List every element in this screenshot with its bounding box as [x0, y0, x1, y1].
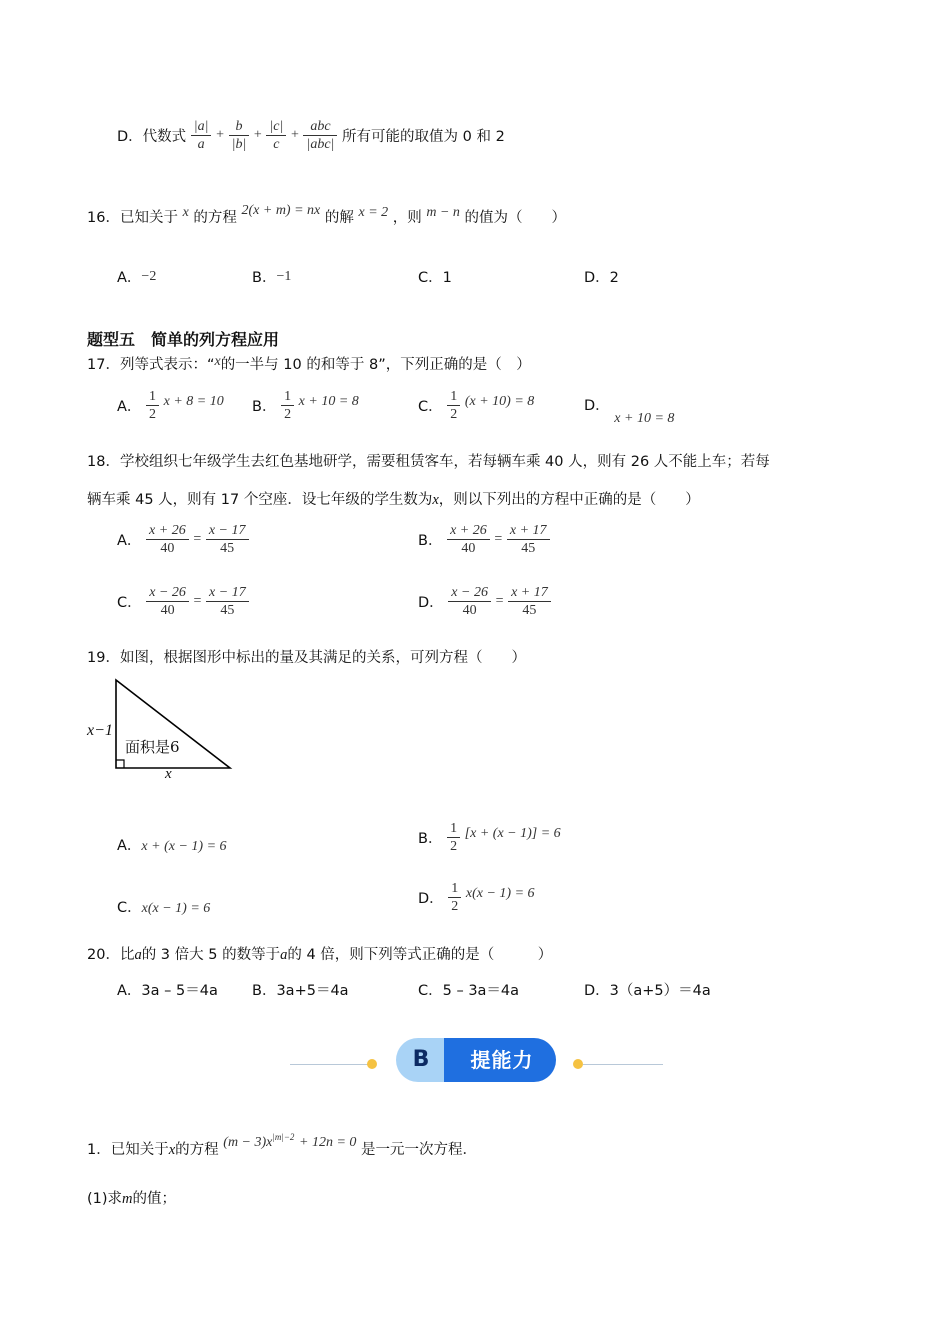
q16-text-5: 的值为（ ） [464, 210, 567, 226]
banner-letter: B [412, 1047, 430, 1072]
banner-line-left [290, 1064, 370, 1065]
plus-sign: + [290, 127, 299, 143]
plus-sign: + [253, 127, 262, 143]
q16-number: 16． [87, 210, 120, 226]
q16-text-1: 已知关于 [119, 210, 178, 226]
q16-solution: x = 2 [358, 205, 389, 220]
q19-option-d[interactable]: D． $\frac{1}{2}$ x(x − 1) = 6 [418, 881, 535, 914]
q16-option-b[interactable]: B．−1 [252, 269, 292, 286]
q15-frac-3: $\frac{|c|}{c}$ [266, 118, 286, 153]
q15-frac-2: $\frac{b}{|b|}$ [229, 118, 250, 153]
fig-base-label: x [165, 766, 172, 782]
banner-dot-left [367, 1059, 377, 1069]
q19-option-b[interactable]: B． $\frac{1}{2}$ [x + (x − 1)] = 6 [418, 821, 561, 854]
q17-stem: 17．列等式表示：“x的一半与 10 的和等于 8”，下列正确的是（ ） [87, 354, 531, 373]
p1-part-1: (1)求m的值； [87, 1191, 177, 1207]
q17-option-a[interactable]: A． $\frac{1}{2}$ x + 8 = 10 [117, 389, 224, 422]
banner-dot-right [573, 1059, 583, 1069]
q18-line-2: 辆车乘 45 人，则有 17 个空座．设七年级的学生数为x，则以下列出的方程中正确的是（ ） [87, 492, 700, 508]
q19-stem: 19．如图，根据图形中标出的量及其满足的关系，可列方程（ ） [87, 650, 526, 666]
q16-var-x: x [182, 205, 189, 220]
q18-option-b[interactable]: B． $\frac{x + 26}{40}$ = $\frac{x + 17}{45}$ [418, 522, 550, 557]
q15-option-d [117, 118, 505, 164]
q17-option-c[interactable]: C． $\frac{1}{2}$ (x + 10) = 8 [418, 389, 535, 422]
q18-option-a[interactable]: A． $\frac{x + 26}{40}$ = $\frac{x - 17}{45}$ [117, 522, 249, 557]
q20-option-c[interactable]: C．5 – 3a＝4a [418, 983, 520, 999]
q16-text-2: 的方程 [193, 210, 237, 226]
q16-option-c[interactable]: C．1 [418, 270, 452, 286]
banner-line-right [583, 1064, 663, 1065]
q16-text-3: 的解 [324, 210, 354, 226]
q17-option-d[interactable]: D． x + 10 = 8 [584, 398, 675, 426]
q18-option-c[interactable]: C． $\frac{x - 26}{40}$ = $\frac{x - 17}{45}$ [117, 584, 249, 619]
section-title: 题型五 简单的列方程应用 [87, 330, 280, 349]
q20-option-d[interactable]: D．3（a+5）＝4a [584, 983, 711, 999]
fig-side-label: x−1 [87, 722, 113, 739]
q15-frac-4: $\frac{\text{abc}}{\text{|abc|}}$ [303, 118, 337, 153]
q16-text-4: ，则 [392, 210, 422, 226]
q16-option-d[interactable]: D．2 [584, 270, 619, 286]
q16-stem [87, 203, 567, 227]
q15-d-prefix: D．代数式 [117, 129, 187, 145]
q16-option-a[interactable]: A．−2 [117, 269, 157, 286]
q15-frac-1: $\frac{|a|}{a}$ [191, 118, 212, 153]
p1-stem: 1．已知关于x的方程 $(m - 3)x^{|m|-2} + 12n = 0$ 是一元一次方程． [87, 1132, 478, 1158]
q18-option-d[interactable]: D． $\frac{x - 26}{40}$ = $\frac{x + 17}{45}$ [418, 584, 551, 619]
q17-number: 17． [87, 357, 120, 373]
plus-sign: + [216, 127, 224, 143]
q16-equation: 2(x + m) = nx [241, 203, 321, 218]
q15-d-suffix: 所有可能的取值为 0 和 2 [342, 129, 505, 145]
q18-line-1: 18．学校组织七年级学生去红色基地研学，需要租赁客车，若每辆车乘 40 人，则有 26 人不能上车；若每 [87, 454, 770, 470]
q19-option-a[interactable]: A．x + (x − 1) = 6 [117, 838, 227, 854]
q19-option-c[interactable]: C．x(x − 1) = 6 [117, 900, 211, 916]
fig-area-label: 面积是6 [125, 738, 180, 756]
q20-option-a[interactable]: A．3a – 5＝4a [117, 983, 218, 999]
q20-option-b[interactable]: B．3a+5＝4a [252, 983, 349, 999]
banner-title: 提能力 [470, 1048, 534, 1072]
q17-option-b[interactable]: B． $\frac{1}{2}$ x + 10 = 8 [252, 389, 359, 422]
section-banner [396, 1038, 556, 1082]
right-angle-mark [116, 760, 124, 768]
q20-stem: 20．比a的 3 倍大 5 的数等于a的 4 倍，则下列等式正确的是（ ） [87, 947, 553, 963]
q16-expression: m − n [426, 205, 460, 220]
